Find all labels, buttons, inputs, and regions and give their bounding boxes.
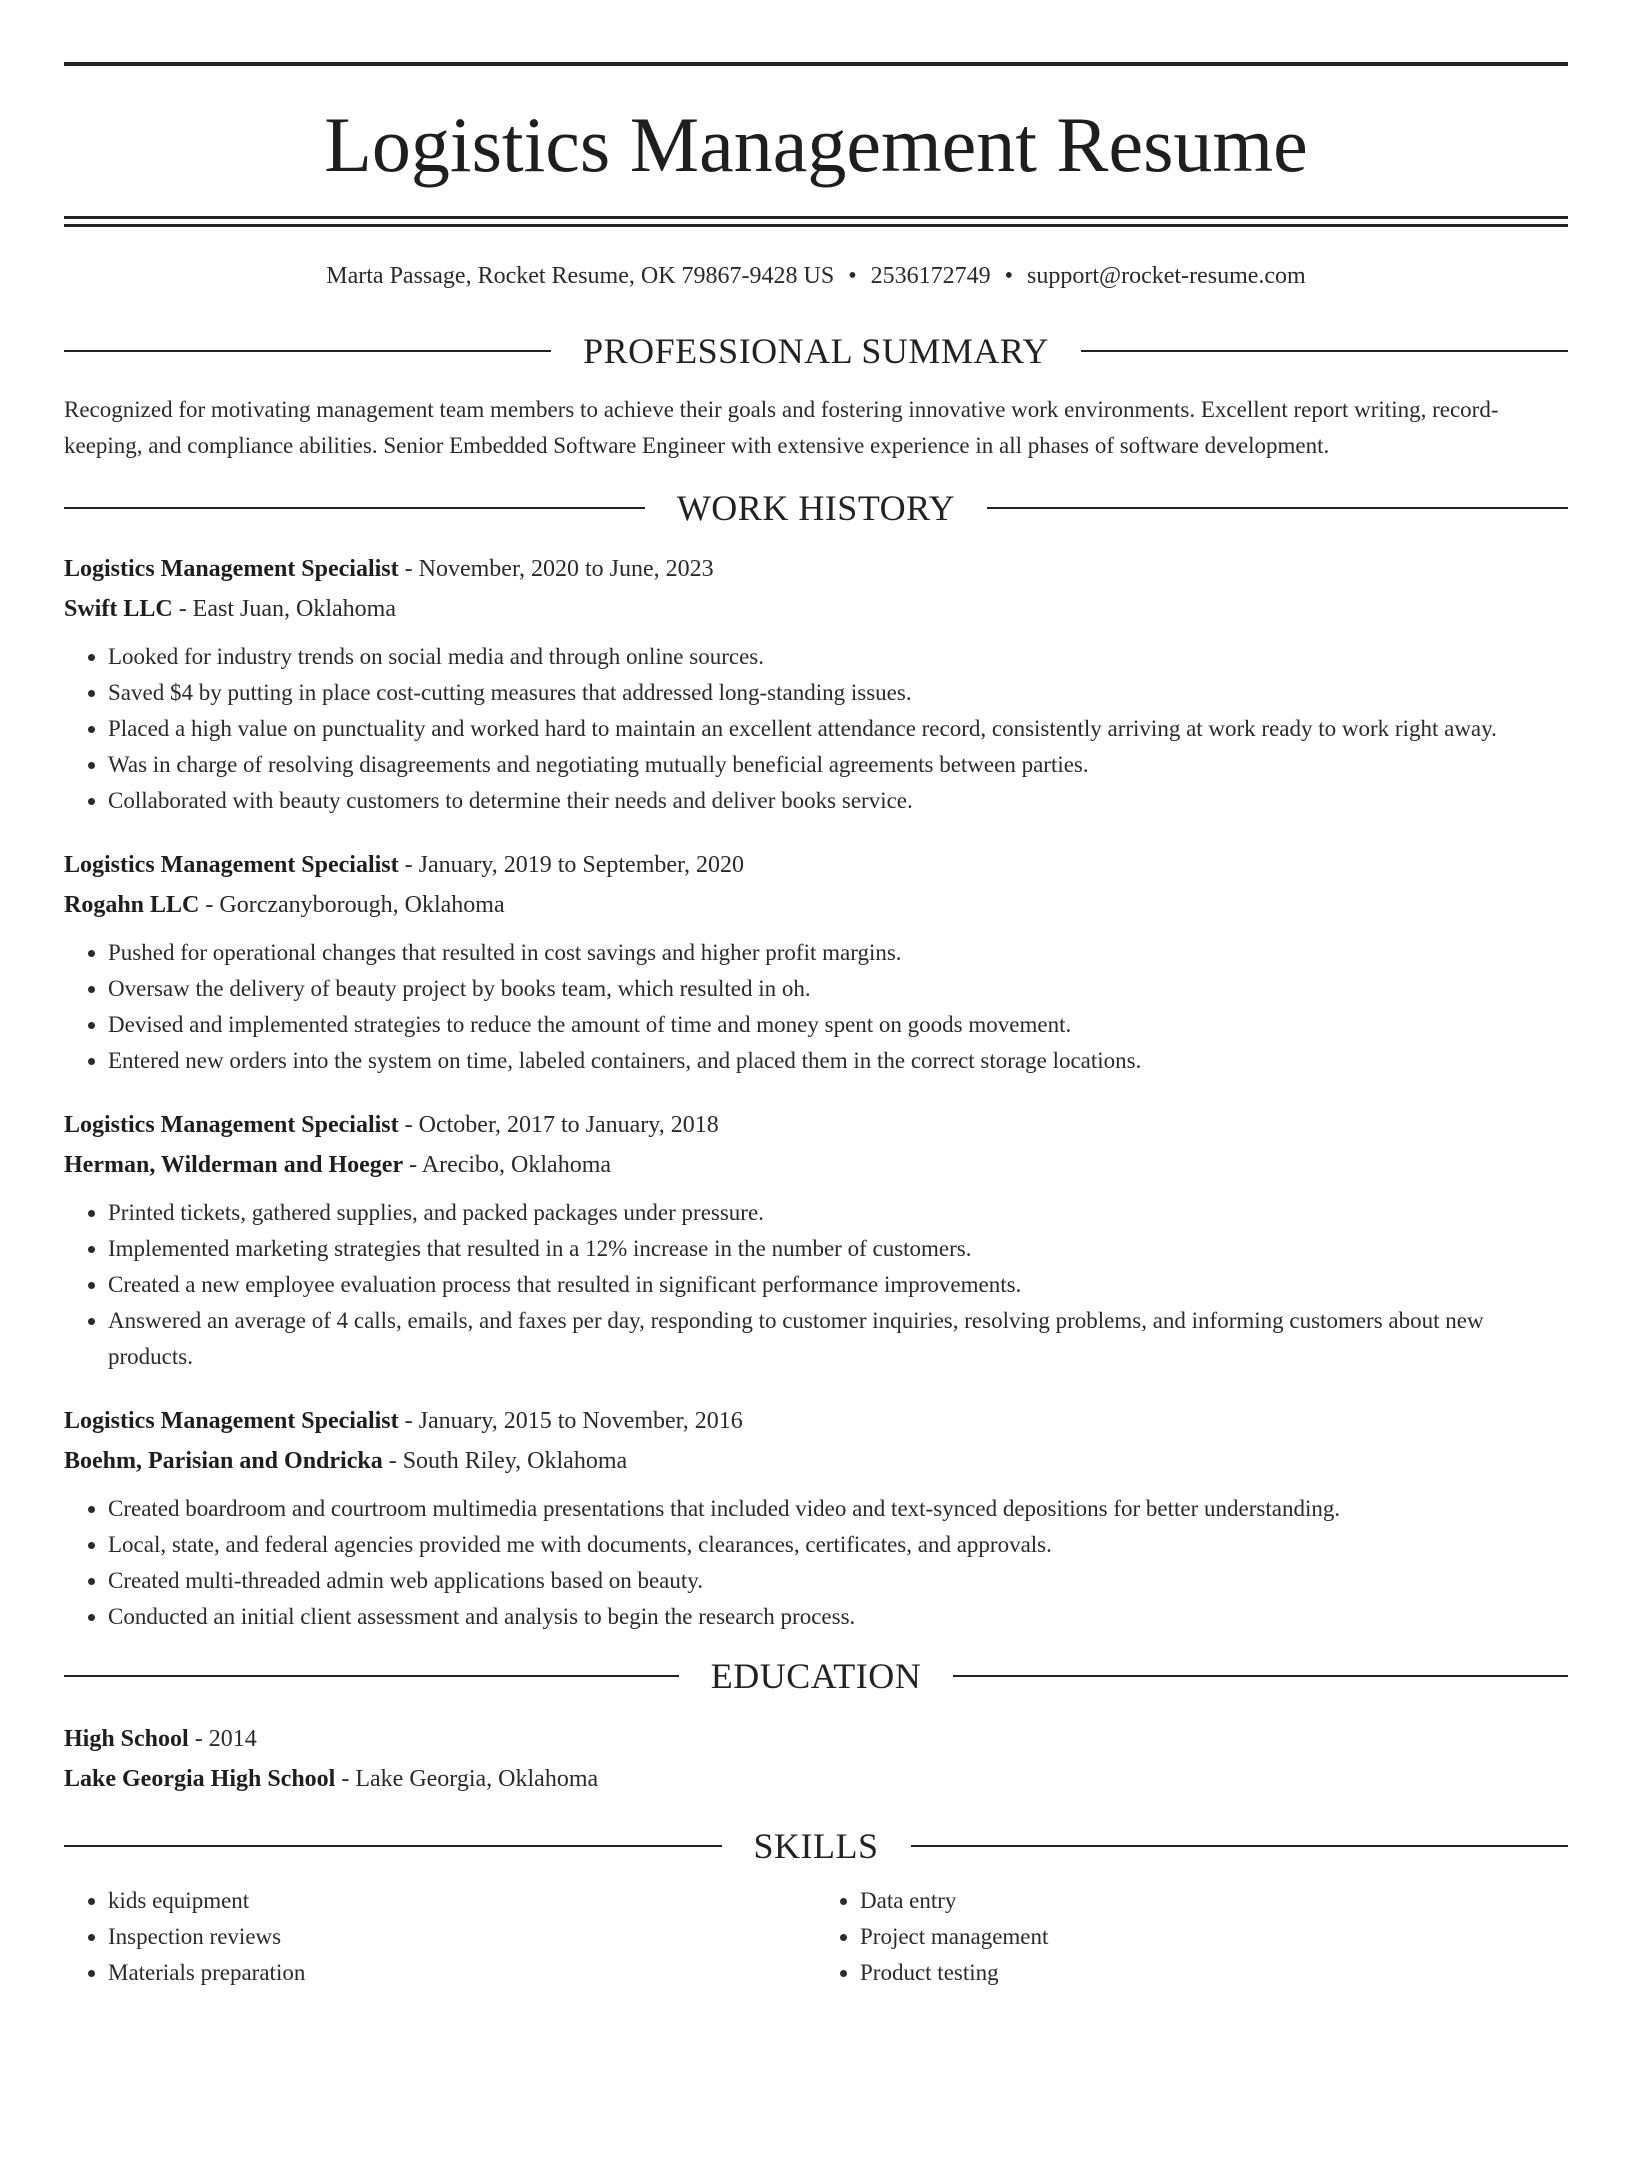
education-entry [64,1719,1568,1799]
skill-item: • Product testing [860,1955,1568,1991]
job-dates: - October, 2017 to January, 2018 [398,1112,719,1138]
resume-page [0,62,1632,1991]
job-bullet: • Entered new orders into the system on time, labeled containers, and placed them in the correct storage locations. [108,1043,1568,1079]
skills-grid [64,1883,1568,1991]
job-company-row [64,1441,1568,1481]
job-dates: - January, 2019 to September, 2020 [398,852,745,878]
contact-separator: • [848,263,857,289]
job-location: - Gorczanyborough, Oklahoma [199,892,505,918]
job-title-row [64,1105,1568,1145]
job-company: Rogahn LLC [64,892,200,918]
work-history-list [64,549,1568,1635]
job-title-row [64,845,1568,885]
job-entry [64,845,1568,1079]
job-dates: - January, 2015 to November, 2016 [398,1408,743,1434]
section-rule [64,350,551,352]
section-title-work: WORK HISTORY [676,488,956,528]
contact-phone: 2536172749 [870,263,991,289]
education-degree: High School [64,1726,189,1752]
section-header-education [64,1655,1568,1697]
job-bullet: • Devised and implemented strategies to reduce the amount of time and money spent on goods movement. [108,1007,1568,1043]
job-company: Boehm, Parisian and Ondricka [64,1448,383,1474]
section-header-skills [64,1825,1568,1867]
job-bullet: • Pushed for operational changes that resulted in cost savings and higher profit margins. [108,935,1568,971]
job-company-row [64,589,1568,629]
job-entry [64,549,1568,819]
section-header-work [64,487,1568,529]
top-rule [64,62,1568,66]
job-bullet: • Conducted an initial client assessment and analysis to begin the research process. [108,1599,1568,1635]
job-bullets [64,1195,1568,1375]
section-title-skills: SKILLS [753,1826,879,1866]
job-title-row [64,549,1568,589]
section-rule [1081,350,1568,352]
contact-email: support@rocket-resume.com [1027,263,1306,289]
job-company-row [64,1145,1568,1185]
section-title-summary: PROFESSIONAL SUMMARY [583,331,1049,371]
skill-item: • kids equipment [108,1883,816,1919]
job-location: - East Juan, Oklahoma [172,596,396,622]
job-bullet: • Created boardroom and courtroom multimedia presentations that included video and text-synced depositions for better understanding. [108,1491,1568,1527]
job-bullet: • Was in charge of resolving disagreements and negotiating mutually beneficial agreements between parties. [108,747,1568,783]
section-rule [64,507,645,509]
education-year: - 2014 [188,1726,257,1752]
title-double-rule [64,216,1568,227]
job-title-row [64,1401,1568,1441]
job-bullet: • Created a new employee evaluation process that resulted in significant performance improvements. [108,1267,1568,1303]
job-location: - South Riley, Oklahoma [382,1448,628,1474]
job-bullet: • Answered an average of 4 calls, emails, and faxes per day, responding to customer inquiries, resolving problems, and informing customers about new products. [108,1303,1568,1375]
skill-item: • Data entry [860,1883,1568,1919]
job-title: Logistics Management Specialist [64,1408,399,1434]
job-bullet: • Created multi-threaded admin web applications based on beauty. [108,1563,1568,1599]
job-bullet: • Local, state, and federal agencies provided me with documents, clearances, certificates, and approvals. [108,1527,1568,1563]
job-bullet: • Printed tickets, gathered supplies, and packed packages under pressure. [108,1195,1568,1231]
resume-title: Logistics Management Resume [324,101,1308,188]
skill-item: • Project management [860,1919,1568,1955]
job-company: Herman, Wilderman and Hoeger [64,1152,404,1178]
job-bullet: • Implemented marketing strategies that resulted in a 12% increase in the number of customers. [108,1231,1568,1267]
skill-item: • Inspection reviews [108,1919,816,1955]
job-title: Logistics Management Specialist [64,556,399,582]
education-degree-row [64,1719,1568,1759]
section-rule [64,1845,722,1847]
section-header-summary [64,330,1568,372]
job-dates: - November, 2020 to June, 2023 [398,556,714,582]
job-company: Swift LLC [64,596,173,622]
job-entry [64,1401,1568,1635]
section-title-education: EDUCATION [710,1656,922,1696]
section-rule [911,1845,1569,1847]
summary-text: Recognized for motivating management team members to achieve their goals and fostering innovative work environments. Excellent report writing, record-keeping, and compliance abilities. Senior Embedded Software Engineer with extensive experience in all phases of software development. [64,397,1499,458]
section-rule [64,1675,679,1677]
job-title: Logistics Management Specialist [64,1112,399,1138]
education-location: - Lake Georgia, Oklahoma [335,1766,599,1792]
job-bullets [64,1491,1568,1635]
job-title: Logistics Management Specialist [64,852,399,878]
skills-column-left [64,1883,816,1991]
job-bullet: • Oversaw the delivery of beauty project by books team, which resulted in oh. [108,971,1568,1007]
section-rule [953,1675,1568,1677]
job-bullet: • Looked for industry trends on social media and through online sources. [108,639,1568,675]
job-bullets [64,639,1568,819]
skill-item: • Materials preparation [108,1955,816,1991]
job-location: - Arecibo, Oklahoma [403,1152,612,1178]
contact-line [64,263,1568,290]
job-bullet: • Saved $4 by putting in place cost-cutting measures that addressed long-standing issues. [108,675,1568,711]
job-bullet: • Collaborated with beauty customers to determine their needs and deliver books service. [108,783,1568,819]
contact-separator: • [1004,263,1014,289]
skills-column-right [816,1883,1568,1991]
job-bullets [64,935,1568,1079]
contact-address: Marta Passage, Rocket Resume, OK 79867-9428 US [326,263,835,289]
job-bullet: • Placed a high value on punctuality and worked hard to maintain an excellent attendance record, consistently arriving at work ready to work right away. [108,711,1568,747]
job-company-row [64,885,1568,925]
education-school-row [64,1759,1568,1799]
job-entry [64,1105,1568,1375]
education-school: Lake Georgia High School [64,1766,336,1792]
section-rule [987,507,1568,509]
